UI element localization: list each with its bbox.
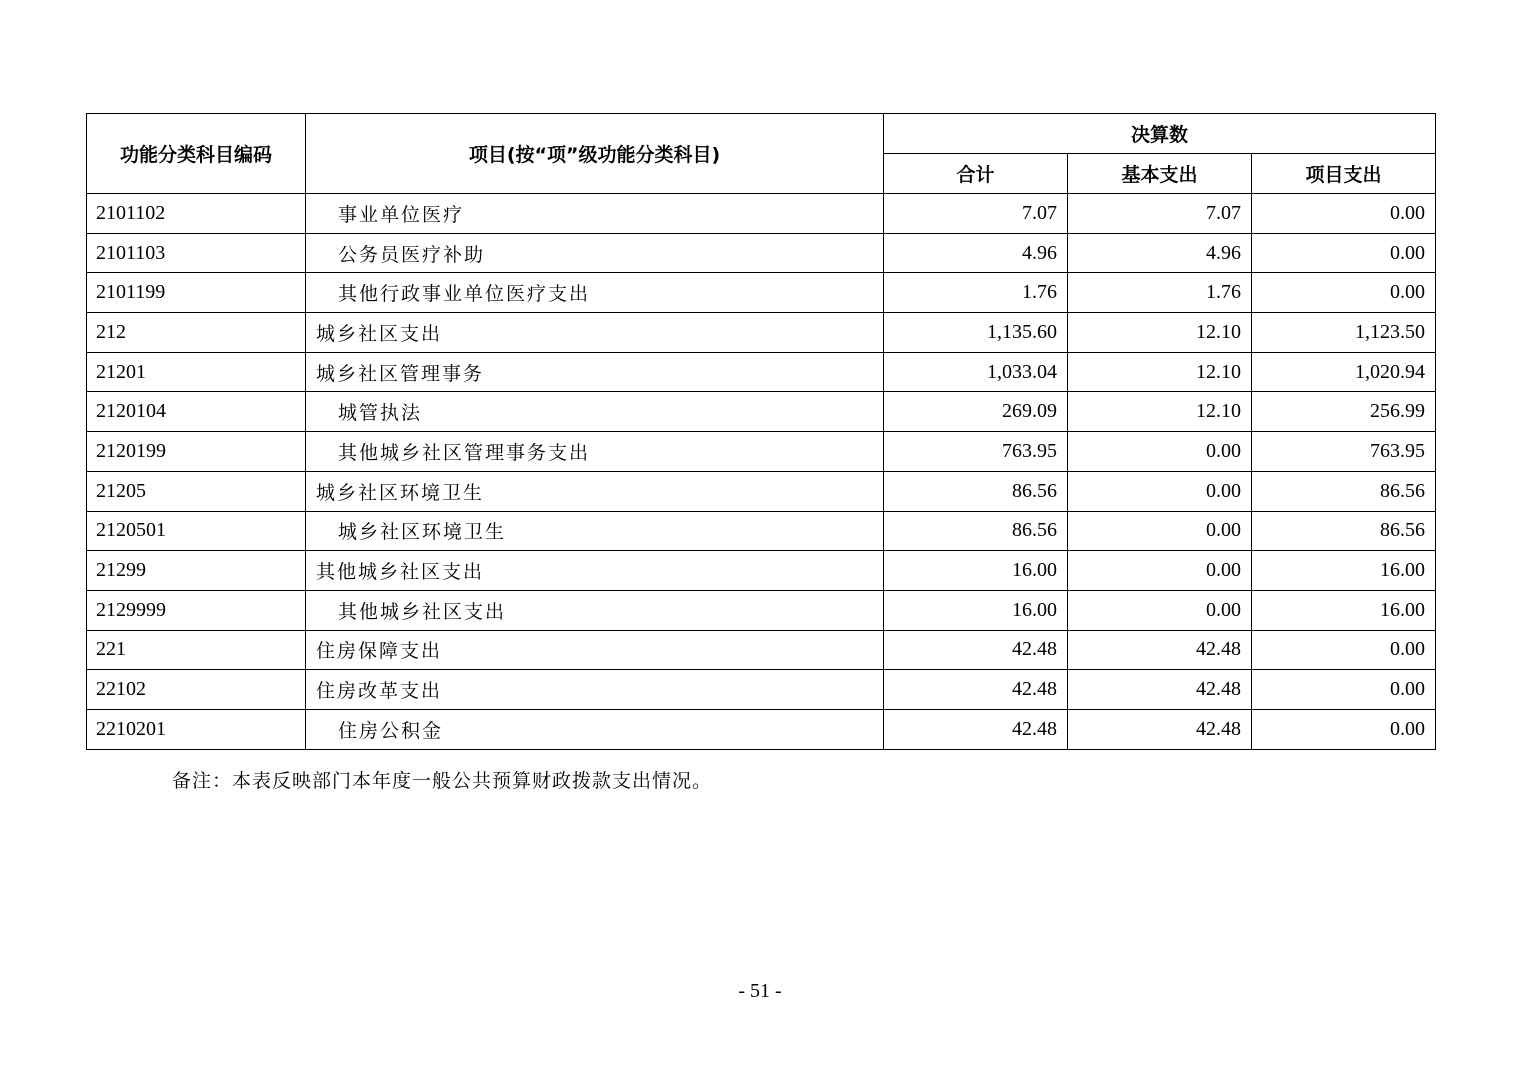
cell-code: 212	[87, 313, 306, 353]
footnote: 备注：本表反映部门本年度一般公共预算财政拨款支出情况。	[172, 770, 713, 792]
cell-total: 1,033.04	[884, 352, 1068, 392]
cell-basic: 7.07	[1068, 194, 1252, 234]
cell-code: 2101102	[87, 194, 306, 234]
cell-item-name: 事业单位医疗	[306, 194, 884, 234]
cell-code: 2120199	[87, 432, 306, 472]
cell-item-name: 住房保障支出	[306, 630, 884, 670]
table-row	[87, 432, 1436, 472]
cell-project: 0.00	[1252, 670, 1436, 710]
cell-total: 4.96	[884, 233, 1068, 273]
cell-basic: 0.00	[1068, 511, 1252, 551]
cell-code: 22102	[87, 670, 306, 710]
cell-total: 42.48	[884, 630, 1068, 670]
cell-total: 86.56	[884, 511, 1068, 551]
cell-code: 2101199	[87, 273, 306, 313]
cell-project: 0.00	[1252, 273, 1436, 313]
cell-total: 42.48	[884, 670, 1068, 710]
cell-basic: 0.00	[1068, 551, 1252, 591]
cell-basic: 0.00	[1068, 432, 1252, 472]
table-header	[87, 114, 1436, 194]
table-row	[87, 392, 1436, 432]
cell-item-name: 城乡社区环境卫生	[306, 471, 884, 511]
cell-item-name: 其他城乡社区支出	[306, 590, 884, 630]
cell-project: 86.56	[1252, 511, 1436, 551]
table-row	[87, 670, 1436, 710]
header-row-1	[87, 114, 1436, 154]
table-row	[87, 233, 1436, 273]
cell-basic: 12.10	[1068, 392, 1252, 432]
cell-item-name: 住房改革支出	[306, 670, 884, 710]
header-total: 合计	[884, 154, 1068, 194]
cell-basic: 42.48	[1068, 630, 1252, 670]
table-body	[87, 194, 1436, 750]
cell-item-name: 其他行政事业单位医疗支出	[306, 273, 884, 313]
cell-total: 7.07	[884, 194, 1068, 234]
cell-code: 221	[87, 630, 306, 670]
cell-project: 1,123.50	[1252, 313, 1436, 353]
cell-total: 269.09	[884, 392, 1068, 432]
table-row	[87, 709, 1436, 749]
cell-project: 16.00	[1252, 551, 1436, 591]
cell-basic: 42.48	[1068, 670, 1252, 710]
cell-code: 21205	[87, 471, 306, 511]
cell-code: 21299	[87, 551, 306, 591]
cell-project: 0.00	[1252, 233, 1436, 273]
cell-project: 1,020.94	[1252, 352, 1436, 392]
cell-basic: 12.10	[1068, 352, 1252, 392]
table-row	[87, 511, 1436, 551]
header-code: 功能分类科目编码	[87, 114, 306, 194]
cell-basic: 42.48	[1068, 709, 1252, 749]
cell-item-name: 公务员医疗补助	[306, 233, 884, 273]
cell-basic: 12.10	[1068, 313, 1252, 353]
cell-code: 2210201	[87, 709, 306, 749]
table-row	[87, 471, 1436, 511]
cell-item-name: 城乡社区支出	[306, 313, 884, 353]
table-row	[87, 273, 1436, 313]
cell-code: 2120104	[87, 392, 306, 432]
cell-item-name: 城乡社区管理事务	[306, 352, 884, 392]
cell-project: 0.00	[1252, 630, 1436, 670]
header-basic: 基本支出	[1068, 154, 1252, 194]
header-final-accounts: 决算数	[884, 114, 1436, 154]
cell-total: 16.00	[884, 590, 1068, 630]
table-row	[87, 630, 1436, 670]
header-project: 项目支出	[1252, 154, 1436, 194]
cell-basic: 0.00	[1068, 471, 1252, 511]
table-row	[87, 313, 1436, 353]
header-item: 项目(按“项”级功能分类科目)	[306, 114, 884, 194]
cell-item-name: 其他城乡社区支出	[306, 551, 884, 591]
cell-project: 16.00	[1252, 590, 1436, 630]
cell-basic: 1.76	[1068, 273, 1252, 313]
cell-code: 2101103	[87, 233, 306, 273]
cell-total: 16.00	[884, 551, 1068, 591]
cell-total: 763.95	[884, 432, 1068, 472]
table-row	[87, 352, 1436, 392]
cell-code: 21201	[87, 352, 306, 392]
cell-project: 763.95	[1252, 432, 1436, 472]
table-row	[87, 590, 1436, 630]
cell-item-name: 其他城乡社区管理事务支出	[306, 432, 884, 472]
budget-expenditure-table	[86, 113, 1436, 750]
cell-code: 2129999	[87, 590, 306, 630]
cell-total: 1,135.60	[884, 313, 1068, 353]
table-row	[87, 194, 1436, 234]
cell-project: 86.56	[1252, 471, 1436, 511]
cell-item-name: 城管执法	[306, 392, 884, 432]
cell-code: 2120501	[87, 511, 306, 551]
cell-total: 86.56	[884, 471, 1068, 511]
cell-basic: 4.96	[1068, 233, 1252, 273]
cell-total: 1.76	[884, 273, 1068, 313]
cell-project: 0.00	[1252, 194, 1436, 234]
cell-item-name: 城乡社区环境卫生	[306, 511, 884, 551]
cell-item-name: 住房公积金	[306, 709, 884, 749]
cell-total: 42.48	[884, 709, 1068, 749]
cell-project: 0.00	[1252, 709, 1436, 749]
table-row	[87, 551, 1436, 591]
cell-project: 256.99	[1252, 392, 1436, 432]
cell-basic: 0.00	[1068, 590, 1252, 630]
page-number: - 51 -	[738, 980, 782, 1002]
